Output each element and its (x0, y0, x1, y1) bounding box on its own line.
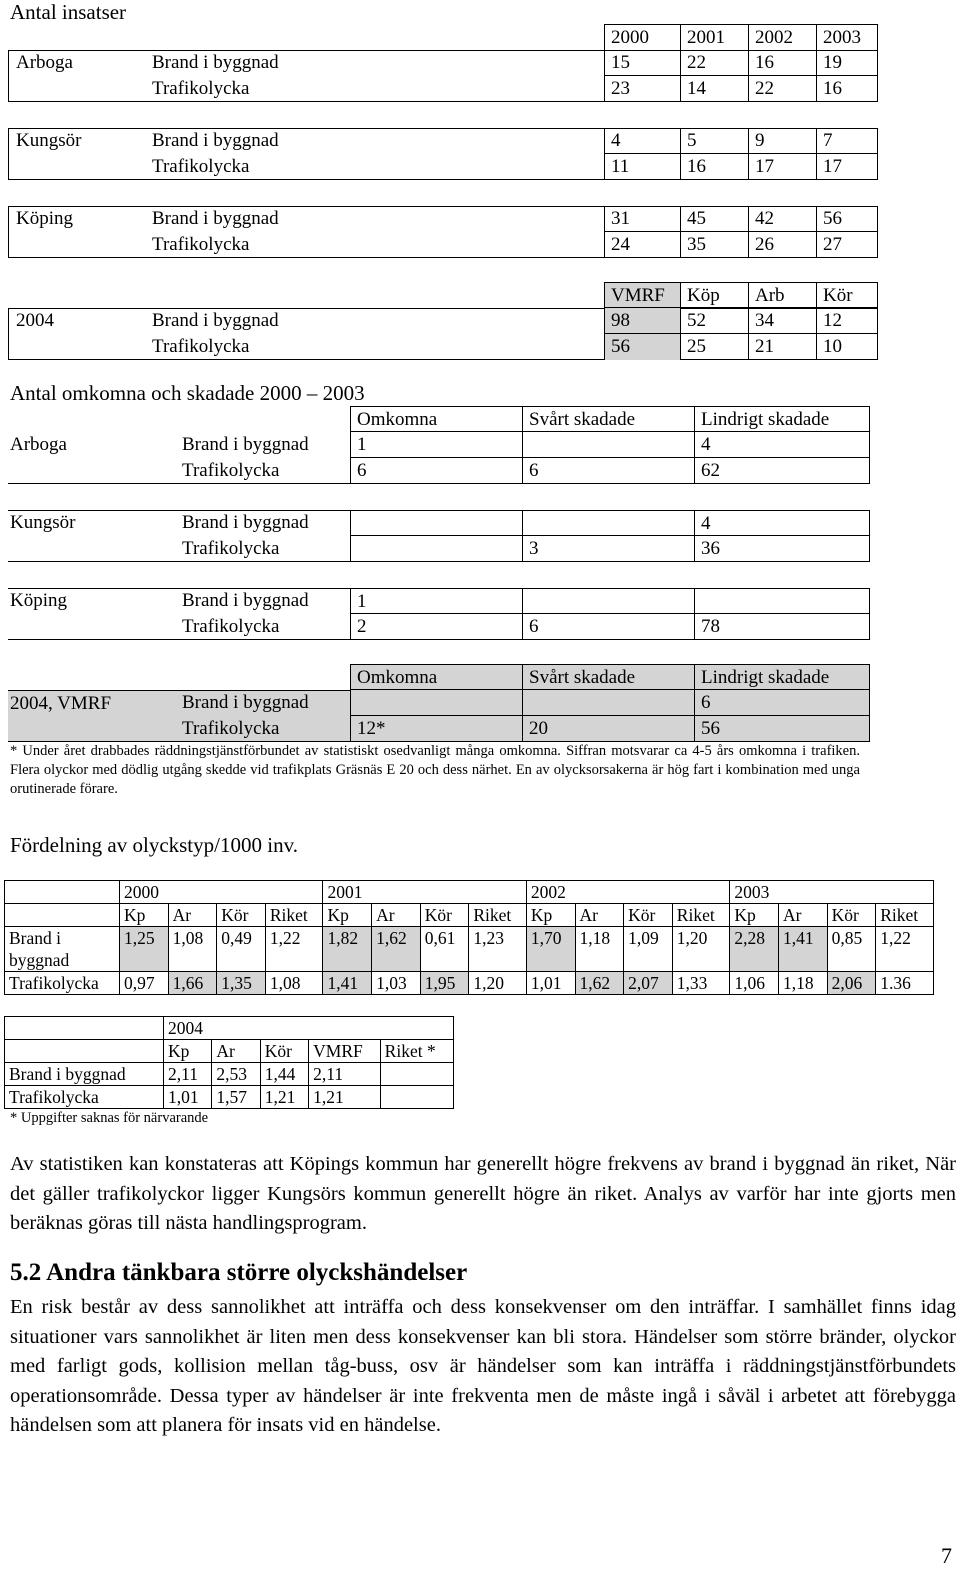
row-label: Trafikolycka (5, 1086, 164, 1109)
value-cell (522, 588, 694, 614)
value-cell: 0,97 (120, 972, 169, 995)
subheader: Kör (260, 1040, 308, 1063)
value-cell: 1,09 (624, 927, 673, 972)
value-cell: 2,06 (827, 972, 876, 995)
row-label: Brand i byggnad (152, 208, 279, 229)
place-label: Köping (10, 590, 67, 611)
value-cell: 1,22 (876, 927, 934, 972)
place-label: Arboga (16, 52, 73, 73)
column-header: Svårt skadade (522, 406, 694, 432)
value-cell: 27 (816, 232, 878, 258)
org-header: VMRF (604, 282, 680, 308)
value-cell: 16 (680, 154, 748, 180)
place-label: Kungsör (10, 512, 76, 533)
row-label: Trafikolycka (182, 460, 280, 481)
empty-cell (5, 881, 120, 904)
row-label: Brand i byggnad (182, 692, 309, 713)
row-label: Brand i byggnad (152, 130, 279, 151)
subheader: Kp (730, 904, 779, 927)
section2-title: Antal omkomna och skadade 2000 – 2003 (10, 381, 365, 405)
value-cell: 1,41 (778, 927, 827, 972)
subheader-row (5, 1040, 454, 1063)
row-label: Brand i byggnad (5, 927, 120, 972)
org-header: Kör (816, 282, 878, 308)
value-cell: 1,41 (323, 972, 372, 995)
value-cell: 36 (694, 536, 870, 562)
row-label: Trafikolycka (182, 718, 280, 739)
value-cell: 4 (694, 432, 870, 458)
value-cell: 1,18 (778, 972, 827, 995)
value-cell: 1,62 (372, 927, 421, 972)
value-cell (350, 536, 522, 562)
subheader: Kp (120, 904, 169, 927)
row-label: Trafikolycka (152, 78, 250, 99)
value-cell: 26 (748, 232, 816, 258)
subheader-row (5, 904, 934, 927)
place-label-text: 2004, VMRF (10, 693, 112, 714)
place-label: Arboga (10, 434, 67, 455)
value-cell (694, 588, 870, 614)
subheader: Kör (420, 904, 469, 927)
value-cell: 62 (694, 458, 870, 484)
value-cell: 22 (680, 50, 748, 76)
subheader: Kör (624, 904, 673, 927)
value-cell: 5 (680, 128, 748, 154)
value-cell: 21 (748, 334, 816, 360)
value-cell: 1,33 (672, 972, 730, 995)
subheader: Ar (575, 904, 624, 927)
data-row (5, 1086, 454, 1109)
section4-footnote: * Uppgifter saknas för närvarande (10, 1110, 209, 1126)
value-cell (380, 1063, 453, 1086)
place-label: Köping (16, 208, 73, 229)
value-cell: 16 (748, 50, 816, 76)
value-cell: 1.36 (876, 972, 934, 995)
value-cell: 1,21 (309, 1086, 381, 1109)
value-cell: 31 (604, 206, 680, 232)
value-cell: 78 (694, 614, 870, 640)
page-number: 7 (941, 1543, 952, 1568)
section2-footnote: * Under året drabbades räddningstjänstförbundet av statistiskt osedvanligt många omkomna. Siffran motsvarar ca 4-5 års omkomna i trafiken. Flera olyckor med dödlig utgång skedde vid trafikplats Gräsnäs E 20 och dess närhet. En av olycksorsakerna är hög fart i kombination med unga orutinerade förare. (10, 743, 860, 797)
row-label: Brand i byggnad (182, 512, 309, 533)
org-header: Köp (680, 282, 748, 308)
value-cell: 23 (604, 76, 680, 102)
value-cell: 0,61 (420, 927, 469, 972)
value-cell: 15 (604, 50, 680, 76)
row-label: Trafikolycka (152, 234, 250, 255)
omkomna-table (8, 406, 870, 742)
section1-title: Antal insatser (10, 0, 127, 24)
value-cell: 1,82 (323, 927, 372, 972)
value-cell: 1 (350, 432, 522, 458)
value-cell: 1,44 (260, 1063, 308, 1086)
paragraph-statistics: Av statistiken kan konstateras att Köpings kommun har generellt högre frekvens av brand i byggnad än riket, När det gäller trafikolyckor ligger Kungsörs kommun generellt högre än riket. Analys av varför har inte gjorts men beräknas göras till nästa handlingsprogram. (10, 1153, 956, 1234)
value-cell: 2 (350, 614, 522, 640)
value-cell: 9 (748, 128, 816, 154)
year-header: 2003 (816, 24, 878, 50)
value-cell: 1,25 (120, 927, 169, 972)
subheader: Riket * (380, 1040, 453, 1063)
year-header-row (5, 1017, 454, 1040)
row-label: Trafikolycka (182, 538, 280, 559)
row-label: Brand i byggnad (152, 52, 279, 73)
value-cell: 11 (604, 154, 680, 180)
group-underline (8, 561, 350, 562)
value-cell: 25 (680, 334, 748, 360)
value-cell: 0,85 (827, 927, 876, 972)
value-cell: 1 (350, 588, 522, 614)
row-label: Brand i byggnad (182, 434, 309, 455)
value-cell: 56 (604, 334, 680, 360)
value-cell: 52 (680, 308, 748, 334)
value-cell: 1,57 (212, 1086, 260, 1109)
subheader: Ar (778, 904, 827, 927)
row-label: Trafikolycka (152, 336, 250, 357)
year-header: 2001 (323, 881, 526, 904)
value-cell: 17 (816, 154, 878, 180)
value-cell: 12 (816, 308, 878, 334)
olyckstyp-2004-table (4, 1016, 454, 1109)
value-cell: 1,35 (217, 972, 266, 995)
value-cell: 45 (680, 206, 748, 232)
place-label: 2004 (16, 310, 54, 331)
value-cell: 34 (748, 308, 816, 334)
row-label: Trafikolycka (182, 616, 280, 637)
value-cell: 22 (748, 76, 816, 102)
column-header: Lindrigt skadade (694, 406, 870, 432)
value-cell: 7 (816, 128, 878, 154)
subheader: VMRF (309, 1040, 381, 1063)
value-cell: 1,20 (469, 972, 527, 995)
year-header: 2000 (604, 24, 680, 50)
row-label: Trafikolycka (5, 972, 120, 995)
column-header: Svårt skadade (522, 664, 694, 690)
value-cell: 1,06 (730, 972, 779, 995)
value-cell: 12* (350, 716, 522, 742)
data-row (5, 927, 934, 972)
value-cell: 16 (816, 76, 878, 102)
value-cell: 2,53 (212, 1063, 260, 1086)
subheader: Kör (827, 904, 876, 927)
value-cell: 1,95 (420, 972, 469, 995)
value-cell: 1,22 (265, 927, 323, 972)
value-cell: 0,49 (217, 927, 266, 972)
column-header: Lindrigt skadade (694, 664, 870, 690)
subheader: Kör (217, 904, 266, 927)
subheader: Kp (164, 1040, 212, 1063)
section-heading: 5.2 Andra tänkbara större olyckshändelser (10, 1259, 468, 1286)
value-cell: 1,70 (526, 927, 575, 972)
value-cell (380, 1086, 453, 1109)
column-header: Omkomna (350, 406, 522, 432)
value-cell: 1,01 (164, 1086, 212, 1109)
year-header: 2000 (120, 881, 323, 904)
subheader: Riket (876, 904, 934, 927)
value-cell (350, 510, 522, 536)
value-cell (522, 690, 694, 716)
value-cell (522, 510, 694, 536)
subheader: Ar (212, 1040, 260, 1063)
olyckstyp-table (4, 880, 934, 995)
empty-cell (5, 1040, 164, 1063)
row-label: Trafikolycka (152, 156, 250, 177)
subheader: Ar (372, 904, 421, 927)
section3-title: Fördelning av olyckstyp/1000 inv. (10, 833, 298, 857)
value-cell (350, 690, 522, 716)
row-label: Brand i byggnad (152, 310, 279, 331)
row-label: Brand i byggnad (5, 1063, 164, 1086)
subheader: Ar (168, 904, 217, 927)
value-cell: 20 (522, 716, 694, 742)
value-cell: 1,08 (265, 972, 323, 995)
value-cell: 10 (816, 334, 878, 360)
value-cell: 1,21 (260, 1086, 308, 1109)
year-header: 2002 (526, 881, 729, 904)
value-cell: 56 (694, 716, 870, 742)
year-header: 2003 (730, 881, 934, 904)
year-header: 2002 (748, 24, 816, 50)
empty-cell (5, 904, 120, 927)
value-cell: 2,11 (164, 1063, 212, 1086)
subheader: Riket (265, 904, 323, 927)
value-cell: 19 (816, 50, 878, 76)
value-cell: 14 (680, 76, 748, 102)
row-label: Brand i byggnad (182, 590, 309, 611)
value-cell: 1,23 (469, 927, 527, 972)
value-cell: 42 (748, 206, 816, 232)
value-cell: 4 (694, 510, 870, 536)
value-cell: 56 (816, 206, 878, 232)
value-cell: 24 (604, 232, 680, 258)
value-cell: 2,28 (730, 927, 779, 972)
value-cell: 98 (604, 308, 680, 334)
insatser-table (8, 24, 878, 360)
column-header: Omkomna (350, 664, 522, 690)
value-cell: 4 (604, 128, 680, 154)
group-underline (8, 483, 350, 484)
value-cell: 3 (522, 536, 694, 562)
value-cell (522, 432, 694, 458)
year-header: 2004 (164, 1017, 454, 1040)
value-cell: 2,07 (624, 972, 673, 995)
value-cell: 6 (350, 458, 522, 484)
value-cell: 6 (522, 458, 694, 484)
subheader: Kp (323, 904, 372, 927)
value-cell: 6 (522, 614, 694, 640)
place-label: Kungsör (16, 130, 82, 151)
year-header: 2001 (680, 24, 748, 50)
value-cell: 2,11 (309, 1063, 381, 1086)
subheader: Kp (526, 904, 575, 927)
group-underline (8, 639, 350, 640)
data-row (5, 972, 934, 995)
value-cell: 1,08 (168, 927, 217, 972)
empty-cell (5, 1017, 164, 1040)
value-cell: 1,18 (575, 927, 624, 972)
value-cell: 1,03 (372, 972, 421, 995)
value-cell: 1,62 (575, 972, 624, 995)
value-cell: 1,66 (168, 972, 217, 995)
value-cell: 17 (748, 154, 816, 180)
subheader: Riket (672, 904, 730, 927)
paragraph-risks: En risk består av dess sannolikhet att inträffa och dess konsekvenser om den inträffar. I samhället finns idag situationer vars sannolikhet är liten men dess konsekvenser kan bli stora. Händelser som större bränder, olyckor med farligt gods, kollision mellan tåg-buss, osv är händelser som kan inträffa i räddningstjänstförbundets operationsområde. Dessa typer av händelser är inte frekventa men de måste ingå i såväl i arbetet att förebygga händelsen som att planera för insats vid en händelse. (10, 1296, 956, 1436)
subheader: Riket (469, 904, 527, 927)
value-cell: 1,20 (672, 927, 730, 972)
value-cell: 6 (694, 690, 870, 716)
value-cell: 1,01 (526, 972, 575, 995)
data-row (5, 1063, 454, 1086)
year-header-row (5, 881, 934, 904)
value-cell: 35 (680, 232, 748, 258)
org-header: Arb (748, 282, 816, 308)
